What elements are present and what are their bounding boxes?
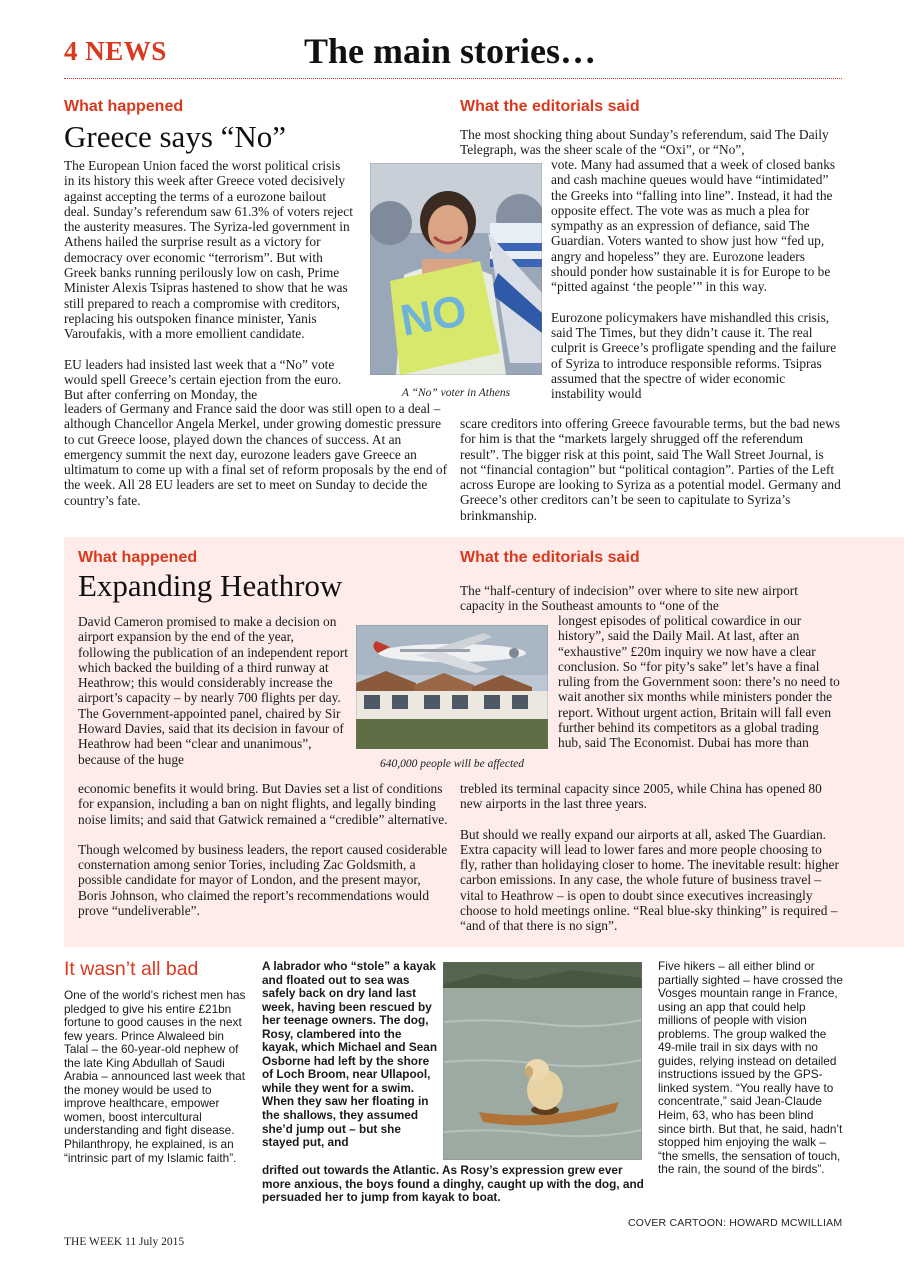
header-divider (64, 78, 842, 79)
labrador-story-bottom: drifted out towards the Atlantic. As Rosy’s expression grew ever more anxious, the boys found a dinghy, caught up with the dog, and persuaded her to jump from kayak to boat. (262, 1163, 644, 1205)
issue-footer: THE WEEK 11 July 2015 (64, 1236, 185, 1248)
greece-editorials-para-1: vote. Many had assumed that a week of closed banks and cash machine queues would have “intimidated” the Greeks into “falling into line”. Instead, it had the opposite effect. The vote was as much a plea for sympathy as an expression of defiance, said The Guardian. Voters wanted to show just how “fed up, angry and hopeless” they are. Eurozone leaders should ponder how sustainable it is for Europe to be “pitted against ‘the people’” in this way. (551, 157, 836, 295)
greece-voter-illustration (370, 163, 542, 375)
heathrow-lede-wide (78, 781, 448, 918)
heathrow-editorials-top: The “half-century of indecision” over where to site new airport capacity in the Southeast amounts to “one of the (460, 583, 798, 614)
greece-editorials-kicker: What the editorials said (460, 98, 640, 115)
section-name: NEWS (85, 36, 167, 66)
heathrow-photo-caption: 640,000 people will be affected (379, 758, 525, 770)
greece-editorials-top: The most shocking thing about Sunday’s referendum, said The Daily Telegraph, was the sheer scale of the “Oxi”, or “No”, (460, 127, 829, 158)
heathrow-editorials-kicker: What the editorials said (460, 549, 640, 566)
section-number: 4 (64, 36, 78, 66)
blind-hikers-story: Five hikers – all either blind or partially sighted – have crossed the Vosges mountain range in France, using an app that could help millions of people with vision problems. The group walked the 49-mile trail in six days with no guides, relying instead on detailed instructions issued by the GPS-linked system. “You really have to concentrate,” said Jean-Claude Heim, 63, who has been blind since birth. But that, he said, hadn’t stopped him enjoying the walk – “the smells, the sensation of touch, the rain, the sound of the birds”. (658, 959, 843, 1177)
greece-kicker: What happened (64, 98, 184, 115)
greece-editorials-para-2: Eurozone policymakers have mishandled this crisis, said The Times, but they didn’t cause it. The real culprit is Greece’s profligate spending and the failure of Syriza to introduce responsible reforms. Tsipras assumed that the spectre of wider economic instability would (551, 309, 837, 402)
heathrow-editorials-para-3: But should we really expand our airports at all, asked The Guardian. Extra capacity will lead to lower fares and more people choosing to fly, rather than holidaying closer to home. The inevitable result: higher carbon emissions. In any case, the whole future of business travel – vital to Heathrow – is open to doubt since executives increasingly choose to hold meetings online. “Real blue-sky thinking” is required – “and of that there is no sign”. (460, 826, 839, 934)
greece-lede-narrow (64, 158, 354, 402)
section-label (64, 36, 167, 67)
page-title: The main stories… (304, 31, 596, 71)
greece-lede-wide: leaders of Germany and France said the door was still open to a deal – although Chancellor Angela Merkel, under growing domestic pressure to cut Greece loose, played down the chances of success. At an emergency summit the next day, eurozone leaders gave Greece an ultimatum to come up with a final set of reform proposals by the end of the week. All 28 EU leaders are set to meet on Sunday to decide the country’s fate. (64, 401, 448, 508)
heathrow-para-2: economic benefits it would bring. But Davies set a list of conditions for expansion, including a ban on night flights, and legally binding noise limits; and said that Gatwick remained a “credible” alternative. (78, 781, 448, 827)
labrador-story-top: A labrador who “stole” a kayak and floated out to sea was safely back on dry land last week, having been rescued by her teenage owners. The dog, Rosy, clambered into the kayak, which Michael and Sean Osborne had left by the shore of Loch Broom, near Ullapool, while they went for a swim. When they saw her floating in the shallows, they assumed she’d jump out – but she stayed put, and (262, 959, 438, 1150)
placard-no-text: NO (396, 286, 471, 346)
dog-kayak-illustration (443, 962, 642, 1160)
philanthropy-story: One of the world’s richest men has pledged to give his entire £21bn fortune to good causes in the next few years. Prince Alwaleed bin Talal – the 60-year-old nephew of the late King Abdullah of Saudi Arabia – announced last week that the money would be used to improve healthcare, empower women, boost intercultural understanding and fight disease. Philanthropy, he explained, is an “intrinsic part of my Islamic faith”. (64, 988, 246, 1165)
greece-para-1: The European Union faced the worst political crisis in its history this week after Greece voted decisively against accepting the terms of a eurozone bailout deal. Sunday’s referendum saw 61.3% of voters reject the austerity measures. The Syriza-led government in Athens hailed the surprise result as a victory for democracy over economic “terrorism”. But with Greek banks running perilously low on cash, Prime Minister Alexis Tsipras hastened to show that he was still prepared to reach a compromise with creditors, replacing his outspoken finance minister, Yanis Varoufakis, with a more emollient candidate. (64, 158, 353, 342)
heathrow-para-3: Though welcomed by business leaders, the report caused cosiderable consternation among senior Tories, including Zac Goldsmith, a possible candidate for mayor of London, and the present mayor, Boris Johnson, who claimed the report’s recommendations would prove “undeliverable”. (78, 841, 448, 919)
greece-editorials-bottom: scare creditors into offering Greece favourable terms, but the bad news for him is that the “markets largely shrugged off the referendum result”. The bigger risk at this point, said The Wall Street Journal, is not “financial contagion” but “political contagion”. Parties of the Left across Europe are looking to Syriza as a potential model. Germany and Greece’s other creditors can’t be seen to capitulate to Syriza’s brinkmanship. (460, 416, 841, 523)
greece-para-2: EU leaders had insisted last week that a “No” vote would spell Greece’s certain ejection from the euro. But after conferring on Monday, the (64, 356, 342, 403)
greece-headline: Greece says “No” (64, 119, 287, 154)
heathrow-plane-photo (356, 625, 548, 749)
heathrow-headline: Expanding Heathrow (78, 568, 343, 603)
cover-credit: COVER CARTOON: HOWARD MCWILLIAM (628, 1217, 843, 1229)
heathrow-editorials-column: longest episodes of political cowardice in our history”, said the Daily Mail. At last, after an “exhaustive” £20m inquiry we now have a clear conclusion. So “for pity’s sake” let’s have a final ruling from the Government soon: there’s no need to wait another six months while ministers ponder the report. Without urgent action, Britain will fall even further behind its competitors as a global trading hub, said The Economist. Dubai has more than (558, 613, 840, 751)
plane-over-houses-illustration (356, 625, 548, 749)
dog-on-kayak-photo (443, 962, 642, 1160)
greece-photo-caption: A “No” voter in Athens (401, 387, 511, 399)
heathrow-lede-narrow: David Cameron promised to make a decision on airport expansion by the end of the year, following the publication of an independent report which backed the building of a third runway at Heathrow; this would considerably increase the airport’s capacity – by nearly 700 flights per day. The Government-appointed panel, chaired by Sir Howard Davies, said that its decision in favour of Heathrow had been “clear and unanimous”, because of the huge (78, 614, 348, 767)
heathrow-editorials-bottom (460, 781, 842, 934)
not-all-bad-headline: It wasn’t all bad (64, 958, 199, 980)
heathrow-editorials-para-2: trebled its terminal capacity since 2005, while China has opened 80 new airports in the last three years. (460, 781, 822, 812)
greece-editorials-column (551, 157, 842, 401)
heathrow-kicker: What happened (78, 549, 198, 566)
greece-voter-photo (370, 163, 542, 375)
